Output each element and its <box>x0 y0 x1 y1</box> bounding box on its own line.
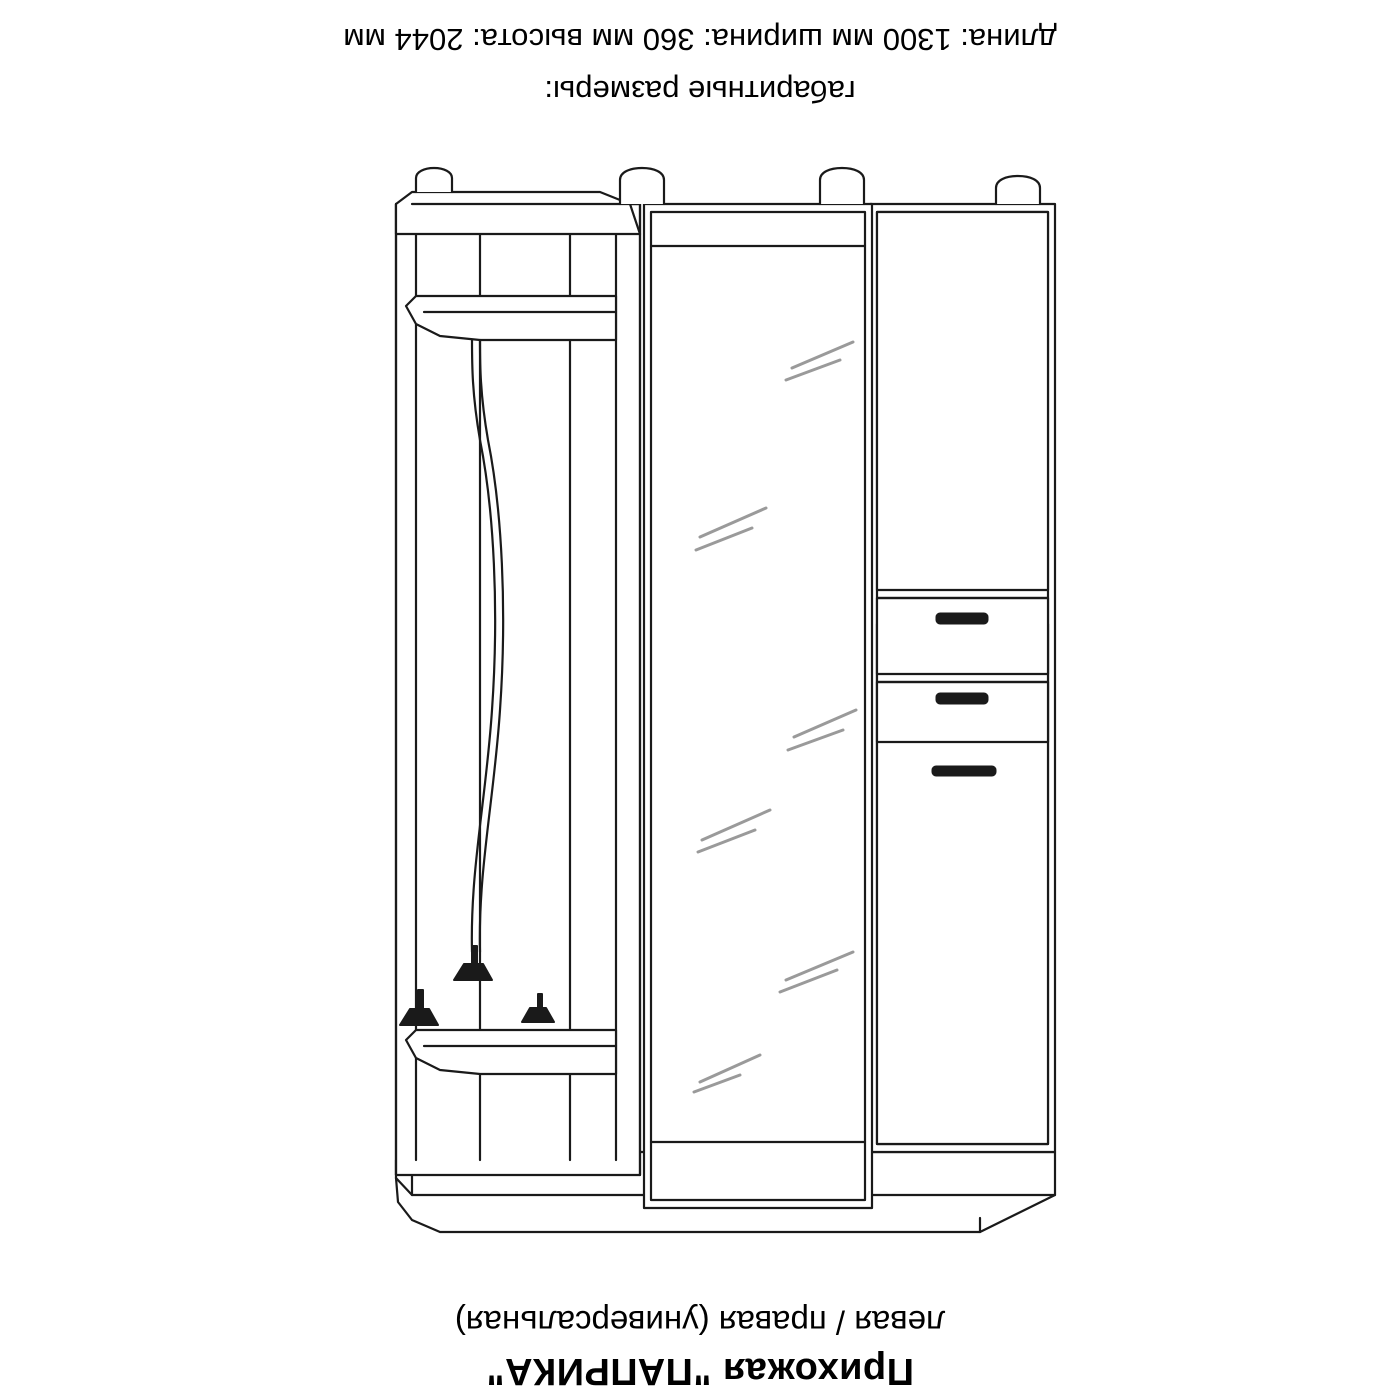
upper-shelf <box>406 1030 616 1074</box>
lower-shelf <box>406 296 616 340</box>
base-plinth <box>396 192 640 234</box>
drawer-middle <box>877 598 1048 674</box>
page-title: Прихожая "ПАПРИКА" <box>486 1350 914 1392</box>
page-subtitle: левая / правая (универсальная) <box>454 1304 946 1341</box>
drawer-lower <box>877 212 1048 590</box>
dimensions-values: длина: 1300 мм ширина: 360 мм высота: 2044 мм <box>343 22 1057 57</box>
furniture-technical-drawing <box>0 130 1400 1270</box>
dimensions-caption: габаритные размеры: <box>544 74 856 109</box>
title-block <box>0 1300 1400 1394</box>
dimensions-block <box>0 16 1400 112</box>
furniture-svg <box>0 130 1400 1270</box>
drawer-upper <box>877 682 1048 742</box>
